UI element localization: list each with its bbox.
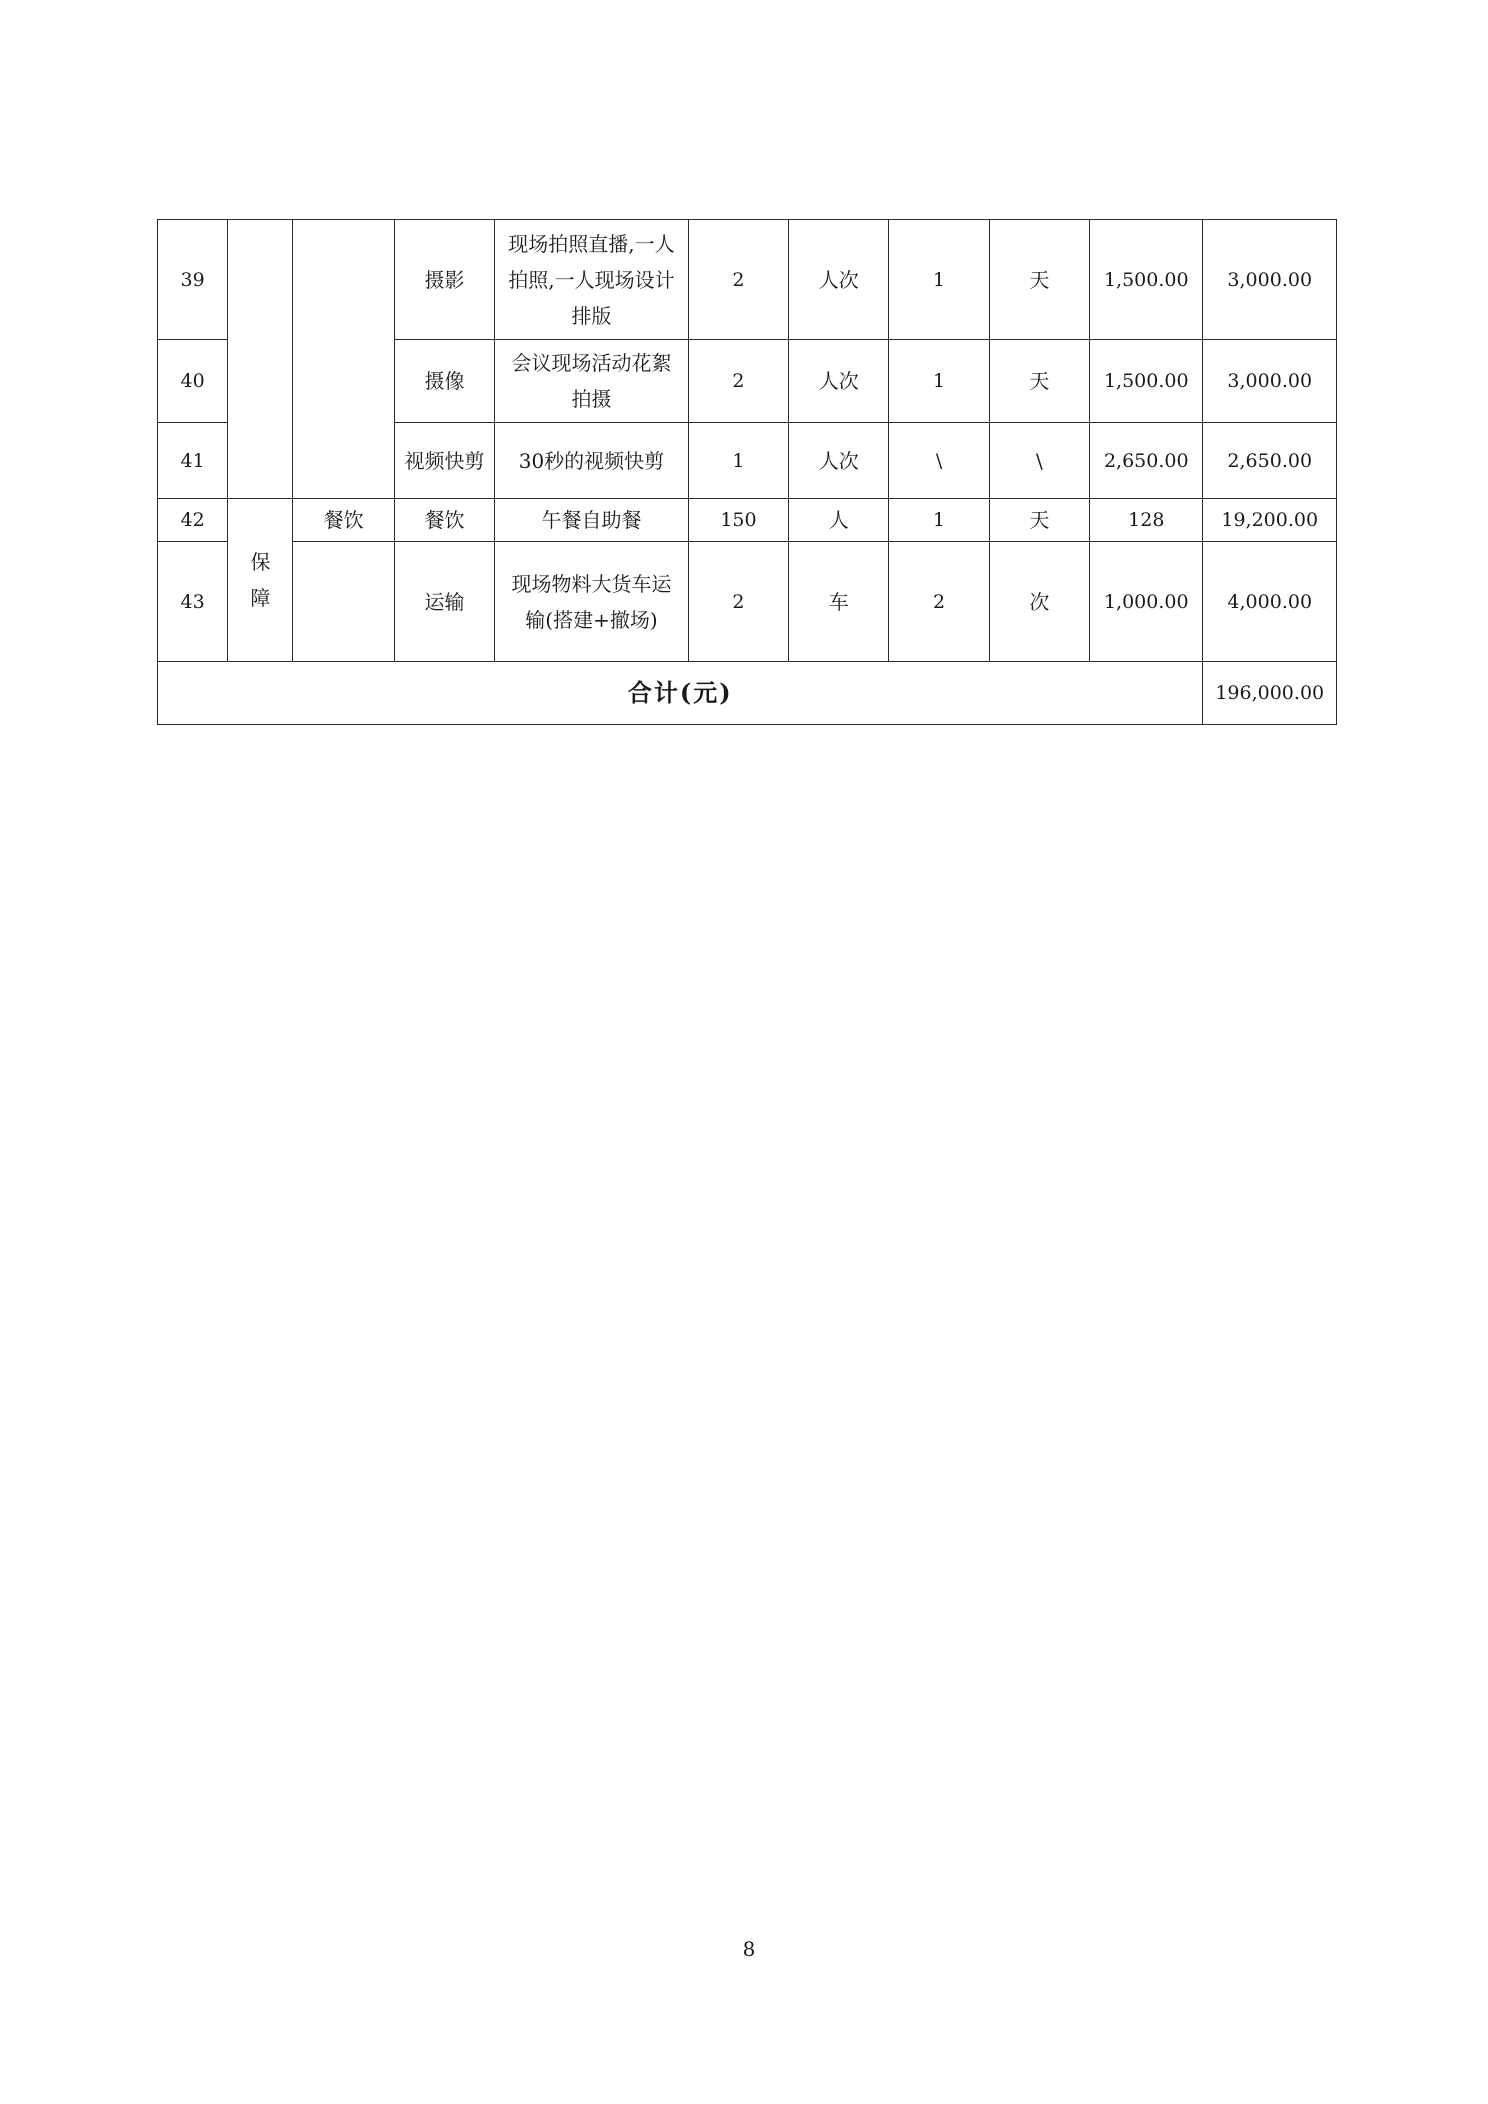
subcategory-cell-empty <box>293 220 394 499</box>
row-number: 43 <box>158 542 228 662</box>
subcategory-catering: 餐饮 <box>293 499 394 542</box>
grand-total: 196,000.00 <box>1203 662 1337 725</box>
line-total: 4,000.00 <box>1203 542 1337 662</box>
quantity: 2 <box>688 542 788 662</box>
unit-price: 1,000.00 <box>1090 542 1203 662</box>
line-total: 19,200.00 <box>1203 499 1337 542</box>
quantity: 1 <box>688 423 788 499</box>
table-row <box>158 499 1337 542</box>
quantity-unit: 人次 <box>789 423 889 499</box>
total-row <box>158 662 1337 725</box>
count: 1 <box>889 220 989 340</box>
item-content: 会议现场活动花絮拍摄 <box>495 340 689 423</box>
item-content: 30秒的视频快剪 <box>495 423 689 499</box>
line-total: 3,000.00 <box>1203 340 1337 423</box>
line-total: 2,650.00 <box>1203 423 1337 499</box>
item-content: 现场拍照直播,一人拍照,一人现场设计排版 <box>495 220 689 340</box>
quantity: 150 <box>688 499 788 542</box>
item-content: 午餐自助餐 <box>495 499 689 542</box>
row-number: 39 <box>158 220 228 340</box>
table-row <box>158 220 1337 340</box>
item-name: 摄影 <box>394 220 494 340</box>
table-row <box>158 542 1337 662</box>
unit-price: 2,650.00 <box>1090 423 1203 499</box>
row-number: 40 <box>158 340 228 423</box>
count: 1 <box>889 499 989 542</box>
line-total: 3,000.00 <box>1203 220 1337 340</box>
budget-table <box>157 219 1337 725</box>
row-number: 41 <box>158 423 228 499</box>
quantity: 2 <box>688 340 788 423</box>
quantity-unit: 车 <box>789 542 889 662</box>
quantity: 2 <box>688 220 788 340</box>
count-unit: \ <box>989 423 1089 499</box>
category-guarantee: 保障 <box>228 499 293 662</box>
count: 1 <box>889 340 989 423</box>
total-label: 合计(元) <box>158 662 1203 725</box>
quantity-unit: 人 <box>789 499 889 542</box>
category-cell-empty <box>228 220 293 499</box>
item-name: 视频快剪 <box>394 423 494 499</box>
item-content: 现场物料大货车运输(搭建+撤场) <box>495 542 689 662</box>
unit-price: 1,500.00 <box>1090 220 1203 340</box>
unit-price: 128 <box>1090 499 1203 542</box>
subcategory-cell-empty <box>293 542 394 662</box>
count-unit: 天 <box>989 220 1089 340</box>
quantity-unit: 人次 <box>789 340 889 423</box>
count-unit: 天 <box>989 340 1089 423</box>
count: \ <box>889 423 989 499</box>
row-number: 42 <box>158 499 228 542</box>
count-unit: 天 <box>989 499 1089 542</box>
quantity-unit: 人次 <box>789 220 889 340</box>
unit-price: 1,500.00 <box>1090 340 1203 423</box>
item-name: 运输 <box>394 542 494 662</box>
count: 2 <box>889 542 989 662</box>
count-unit: 次 <box>989 542 1089 662</box>
item-name: 摄像 <box>394 340 494 423</box>
page-number: 8 <box>742 1937 756 1961</box>
item-name: 餐饮 <box>394 499 494 542</box>
